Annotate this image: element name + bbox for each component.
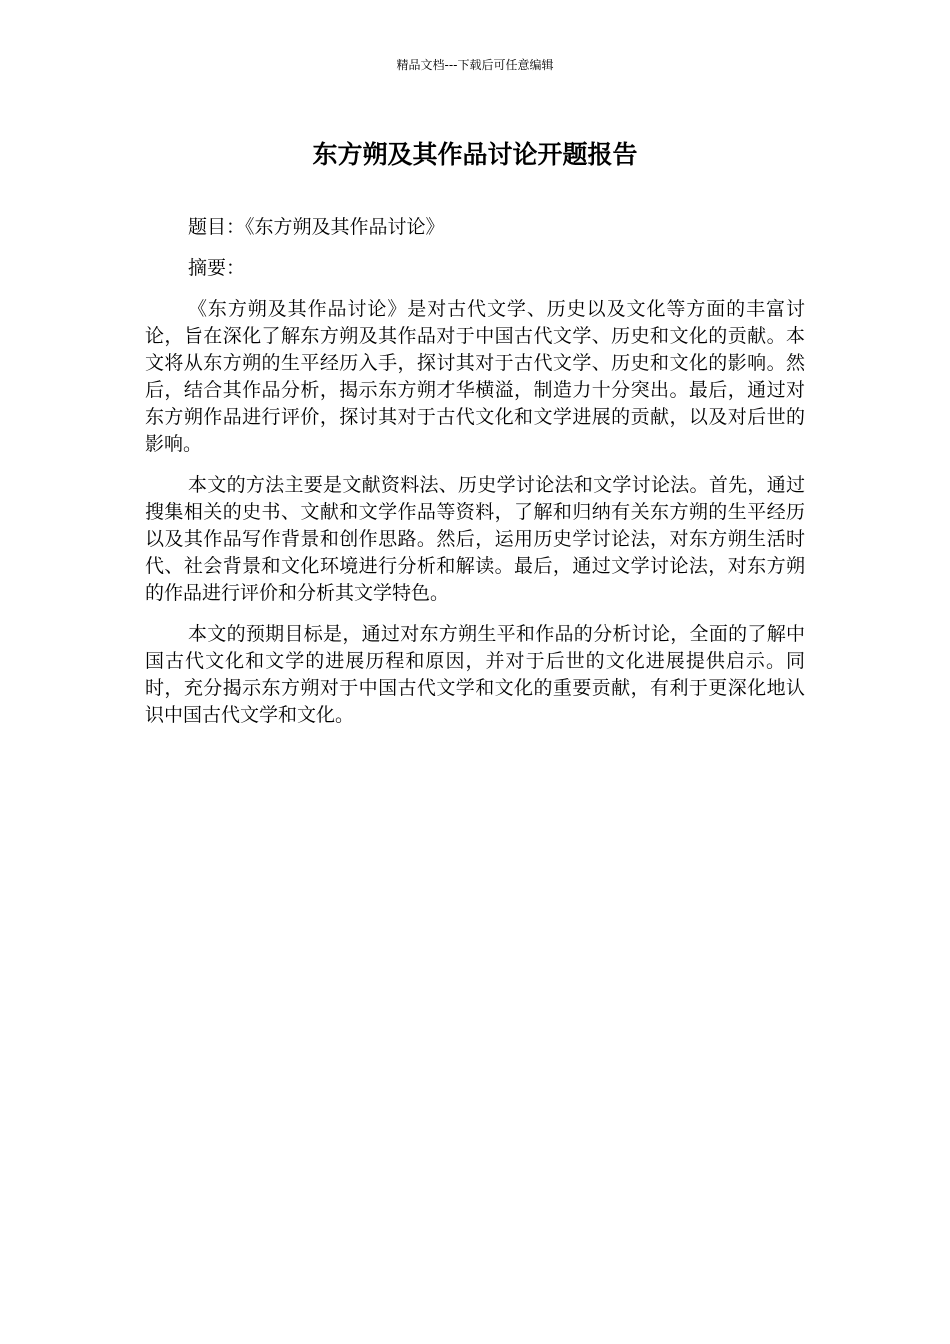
page-header: 精品文档---下载后可任意编辑 [396,58,554,72]
document-body [145,214,805,743]
paragraph-3: 本文的预期目标是，通过对东方朔生平和作品的分析讨论，全面的了解中国古代文化和文学的进展历程和原因，并对于后世的文化进展提供启示。同时，充分揭示东方朔对于中国古代文学和文化的重要贡献，有利于更深化地认识中国古代文学和文化。 [145,623,805,726]
paragraph-1: 《东方朔及其作品讨论》是对古代文学、历史以及文化等方面的丰富讨论，旨在深化了解东方朔及其作品对于中国古代文学、历史和文化的贡献。本文将从东方朔的生平经历入手，探讨其对于古代文学、历史和文化的影响。然后，结合其作品分析，揭示东方朔才华横溢，制造力十分突出。最后，通过对东方朔作品进行评价，探讨其对于古代文化和文学进展的贡献，以及对后世的影响。 [145,298,805,455]
abstract-label: 摘要： [188,257,246,279]
document-title: 东方朔及其作品讨论开题报告 [312,140,638,169]
topic-line: 题目：《东方朔及其作品讨论》 [188,216,445,238]
paragraph-2: 本文的方法主要是文献资料法、历史学讨论法和文学讨论法。首先，通过搜集相关的史书、文献和文学作品等资料，了解和归纳有关东方朔的生平经历以及其作品写作背景和创作思路。然后，运用历史学讨论法，对东方朔生活时代、社会背景和文化环境进行分析和解读。最后，通过文学讨论法，对东方朔的作品进行评价和分析其文学特色。 [145,474,805,604]
